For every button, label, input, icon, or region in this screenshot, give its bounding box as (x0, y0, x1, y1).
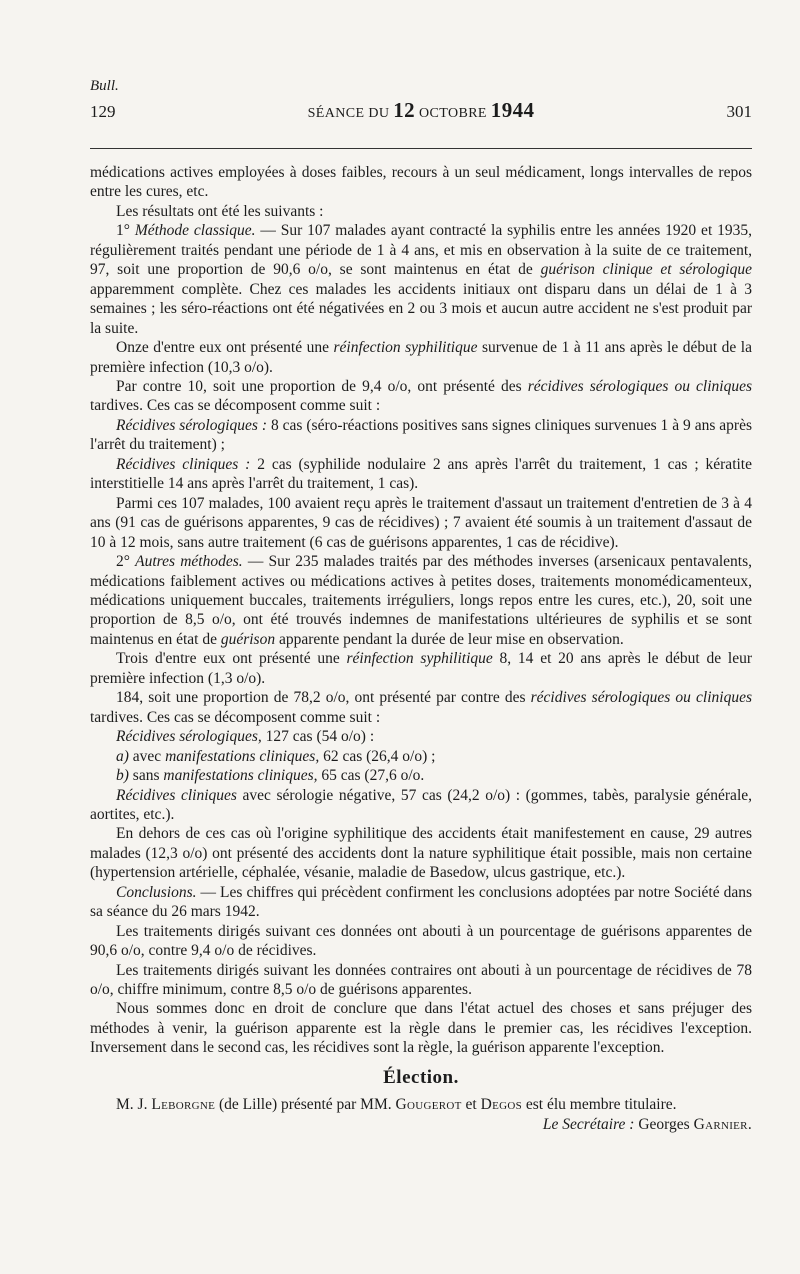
text-run: apparemment complète. Chez ces malades les accidents initiaux ont disparu dans un délai de 1 à 3 semaines ; les séro-réactions ont été négativées en 2 ou 3 mois et aucun autre accident ne s'est produit par la suite. (90, 280, 752, 337)
page-number: 301 (726, 102, 752, 121)
text-run: M. J. (116, 1096, 152, 1114)
text-run: sans (128, 767, 164, 785)
italic-run: Récidives sérologiques, (116, 728, 262, 746)
text-run: et (461, 1096, 481, 1114)
italic-run: b) (116, 767, 129, 785)
italic-run: récidives sérologiques ou cliniques (530, 689, 752, 707)
text-run: 2 cas (syphilide nodulaire 2 ans après l'arrêt du traitement, 1 cas ; kératite interstitielle 14 ans après l'arrêt du traitement, 1 cas). (90, 455, 752, 493)
header-month: OCTOBRE (419, 106, 487, 121)
text-run: — Les chiffres qui précèdent confirment les conclusions adoptées par notre Société dans sa séance du 26 mars 1942. (90, 883, 752, 921)
italic-run: guérison clinique et sérologique (540, 261, 752, 279)
text-run: est élu membre titulaire. (522, 1096, 677, 1114)
text-run: 2° (116, 553, 136, 571)
italic-run: Récidives cliniques (116, 786, 237, 804)
paragraph: Les résultats ont été les suivants : (116, 202, 324, 220)
italic-run: a) (116, 747, 129, 765)
paragraph: médications actives employées à doses faibles, recours à un seul médicament, longs intervalles de repos entre les cures, etc. (90, 164, 752, 201)
paragraph (90, 883, 752, 922)
italic-run: récidives sérologiques ou cliniques (527, 377, 752, 395)
text-run: avec (128, 747, 166, 765)
paragraph (90, 688, 752, 727)
paragraph: En dehors de ces cas où l'origine syphilitique des accidents était manifestement en cause, 29 autres malades (12,3 o/o) ont présenté des accidents dont la nature syphilitique était possible, mais non certaine (hypertension artérielle, céphalée, vésanie, maladie de Basedow, ulcus gastrique, etc.). (90, 825, 752, 882)
text-run: 62 cas (26,4 o/o) ; (319, 747, 436, 765)
text-run: survenue de 1 à 11 ans après le début de la première infection (10,3 o/o). (90, 339, 752, 376)
header-rule (90, 148, 752, 149)
journal-abbrev: Bull. (90, 78, 119, 94)
document-page (90, 78, 752, 1134)
text-run: 184, soit une proportion de 78,2 o/o, ont présenté par contre des (116, 689, 531, 707)
header-day: 12 (393, 98, 416, 122)
paragraph (90, 416, 752, 455)
text-run: 65 cas (27,6 o/o. (317, 767, 425, 785)
paragraph (90, 338, 752, 377)
italic-run: Méthode classique. (134, 222, 256, 240)
italic-run: guérison (220, 630, 276, 648)
text-run: Trois d'entre eux ont présenté une (116, 650, 347, 668)
paragraph (90, 786, 752, 825)
paragraph: Les traitements dirigés suivant les données contraires ont abouti à un pourcentage de récidives de 78 o/o, chiffre minimum, contre 8,5 o/o de guérisons apparentes. (90, 961, 752, 999)
paragraph: Nous sommes donc en droit de conclure que dans l'état actuel des choses et sans préjuger des méthodes à venir, la guérison apparente est la règle dans le premier cas, les récidives l'exception. Inversement dans le second cas, les récidives sont la règle, la guérison apparente l'exception. (90, 1000, 752, 1057)
body-text (90, 163, 752, 1134)
paragraph (90, 766, 752, 785)
person-name: Leborgne (151, 1096, 216, 1114)
text-run: 127 cas (54 o/o) : (261, 728, 375, 746)
text-run: 1° (116, 222, 135, 240)
text-run: apparente pendant la durée de leur mise en observation. (275, 630, 624, 648)
italic-run: Conclusions. (116, 883, 197, 901)
header-title-prefix: SÉANCE DU (307, 106, 390, 121)
paragraph: Les traitements dirigés suivant ces données ont abouti à un pourcentage de guérisons apparentes de 90,6 o/o, contre 9,4 o/o de récidives. (90, 922, 752, 960)
italic-run: manifestations cliniques, (165, 747, 320, 765)
text-run: — Sur 235 malades traités par des méthodes inverses (arsenicaux pentavalents, médications faiblement actives ou médications actives à petites doses, traitements monomédicamenteux, médications uniquement buccales, traitements irréguliers, longs repos entre les cures, etc.), 20, soit une proportion de 8,5 o/o, ont été trouvés indemnes de manifestations ultérieures de syphilis et se sont maintenus en état de (90, 553, 752, 648)
paragraph (90, 727, 752, 746)
italic-run: Autres méthodes. (135, 553, 243, 571)
text-run: tardives. Ces cas se décomposent comme suit : (90, 397, 381, 415)
text-run: Georges (634, 1115, 694, 1133)
person-name: Garnier. (693, 1115, 752, 1133)
running-header (90, 78, 752, 138)
italic-run: réinfection syphilitique (346, 650, 493, 668)
italic-run: Récidives cliniques : (116, 455, 251, 473)
issue-number: 129 (90, 102, 116, 121)
paragraph (90, 747, 752, 766)
text-run: (de Lille) présenté par MM. (215, 1096, 396, 1114)
paragraph (90, 1095, 752, 1114)
paragraph (90, 455, 752, 494)
text-run: avec sérologie négative, 57 cas (24,2 o/o) : (gommes, tabès, paralysie générale, aortites, etc.). (90, 786, 753, 823)
paragraph (90, 649, 752, 688)
italic-run: réinfection syphilitique (333, 339, 478, 357)
text-run: 8 cas (séro-réactions positives sans signes cliniques survenues 1 à 9 ans après l'arrêt du traitement) ; (90, 416, 752, 454)
person-name: Gougerot (395, 1096, 462, 1114)
italic-run: Récidives sérologiques : (116, 416, 268, 434)
header-year: 1944 (490, 98, 535, 122)
text-run: Par contre 10, soit une proportion de 9,4 o/o, ont présenté des (116, 377, 528, 395)
paragraph (90, 377, 752, 416)
person-name: Degos (480, 1096, 522, 1114)
text-run: — Sur 107 malades ayant contracté la syphilis entre les années 1920 et 1935, régulièrement traités pendant une période de 1 à 4 ans, et mis en observation à la suite de ce traitement, 97, soit une proportion de 90,6 o/o, se sont maintenus en état de (90, 222, 752, 279)
text-run: 8, 14 et 20 ans après le début de leur première infection (1,3 o/o). (90, 650, 752, 687)
paragraph (90, 221, 752, 338)
paragraph (90, 552, 752, 649)
paragraph: Parmi ces 107 malades, 100 avaient reçu après le traitement d'assaut un traitement d'entretien de 3 à 4 ans (91 cas de guérisons apparentes, 9 cas de récidives) ; 7 avaient été soumis à un traitement d'assaut de 10 à 12 mois, sans autre traitement (6 cas de guérisons apparentes, 1 cas de récidive). (90, 494, 752, 551)
section-heading: Élection. (383, 1066, 459, 1088)
signature (90, 1115, 752, 1134)
header-title (90, 98, 752, 123)
signature-role: Le Secrétaire : (542, 1115, 635, 1133)
text-run: tardives. Ces cas se décomposent comme suit : (90, 708, 381, 726)
italic-run: manifestations cliniques, (163, 767, 318, 785)
text-run: Onze d'entre eux ont présenté une (116, 339, 334, 357)
